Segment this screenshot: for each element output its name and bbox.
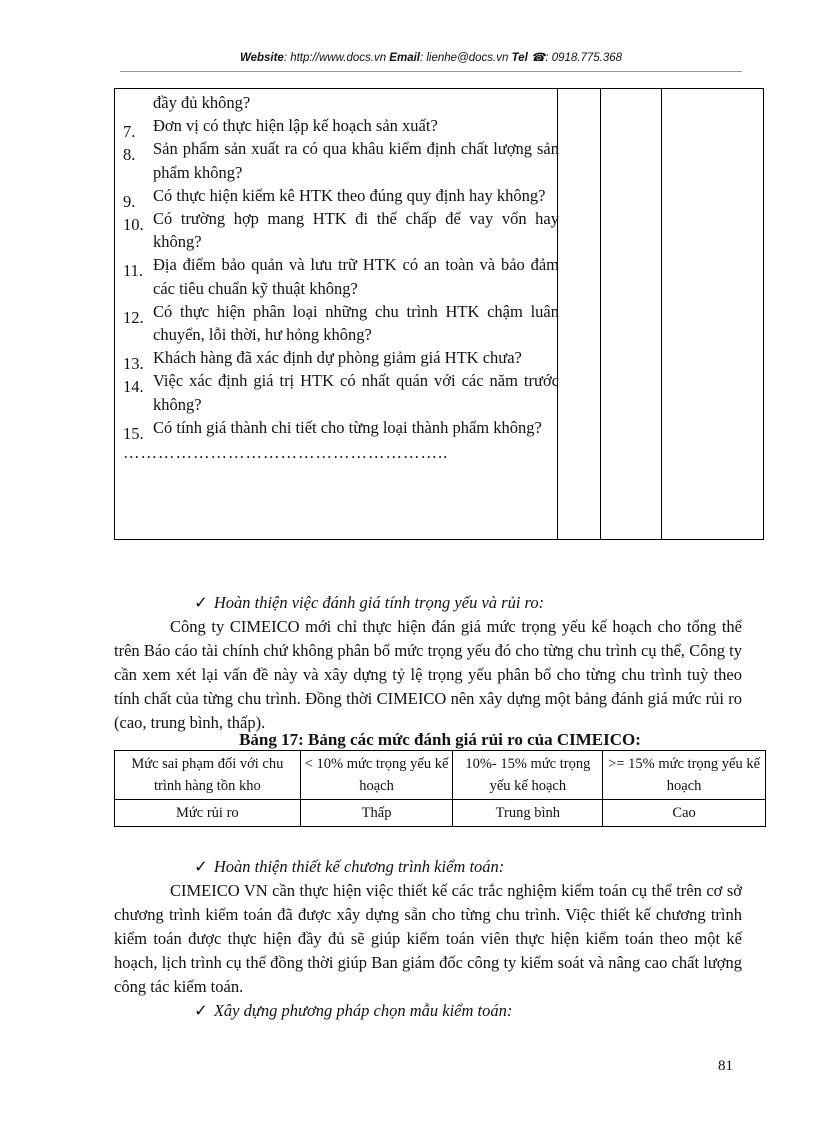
table-cell: < 10% mức trọng yếu kế hoạch xyxy=(300,751,453,800)
section-paragraph: Công ty CIMEICO mới chỉ thực hiện đán giá mức trọng yếu kế hoạch cho tổng thể trên Báo cáo tài chính chứ không phân bổ mức trọng yếu đó cho từng chu trình cụ thể, Công ty cần xem xét lại vấn đề này và xây dựng tỷ lệ trọng yếu phân bổ cho từng chu trình tuỳ theo tính chất của từng chu trình. Đồng thời CIMEICO nên xây dựng một bảng đánh giá mức rủi ro (cao, trung bình, thấp). xyxy=(114,617,742,732)
risk-level-table xyxy=(114,750,766,827)
table-cell: Trung bình xyxy=(453,800,603,827)
checklist-item: 7. Đơn vị có thực hiện lập kế hoạch sản xuất? xyxy=(123,116,438,142)
table-header-row xyxy=(115,751,766,800)
tel-value: : 0918.775.368 xyxy=(545,52,623,64)
checklist-continuation: đầy đủ không? xyxy=(153,93,251,112)
checkmark-icon: ✓ xyxy=(194,1001,208,1020)
checklist-item: 14. Việc xác định giá trị HTK có nhất quán với các năm trước không? xyxy=(123,371,559,414)
page-header xyxy=(120,50,742,64)
page-number: 81 xyxy=(718,1058,733,1074)
table-row xyxy=(115,800,766,827)
phone-icon: ☎ xyxy=(530,52,546,64)
checklist-table xyxy=(114,88,764,540)
checkmark-icon: ✓ xyxy=(194,593,208,612)
table-cell: Thấp xyxy=(300,800,453,827)
checklist-item: 8. Sản phẩm sản xuất ra có qua khâu kiểm định chất lượng sản phẩm không? xyxy=(123,139,559,182)
table-caption: Bảng 17: Bảng các mức đánh giá rủi ro của CIMEICO: xyxy=(239,730,641,749)
email-value[interactable]: : lienhe@docs.vn xyxy=(419,52,509,64)
checklist-item: 13. Khách hàng đã xác định dự phòng giảm giá HTK chưa? xyxy=(123,348,522,374)
checklist-item: 10. Có trường hợp mang HTK đi thế chấp để vay vốn hay không? xyxy=(123,209,559,252)
checklist-column-divider xyxy=(661,89,662,539)
section-heading: ✓ Hoàn thiện thiết kế chương trình kiểm toán: xyxy=(194,857,505,876)
section-risk-assessment xyxy=(114,591,742,735)
table-cell: 10%- 15% mức trọng yếu kế hoạch xyxy=(453,751,603,800)
checklist-item: 12. Có thực hiện phân loại những chu trình HTK chậm luân chuyển, lỗi thời, hư hỏng không? xyxy=(123,301,559,345)
email-label: Email xyxy=(389,52,420,64)
checklist-item: 11. Địa điểm bảo quản và lưu trữ HTK có an toàn và bảo đảm các tiêu chuẩn kỹ thuật không? xyxy=(123,255,559,298)
table-cell: Mức rủi ro xyxy=(115,800,301,827)
table-cell: Cao xyxy=(603,800,766,827)
checklist-item: 9. Có thực hiện kiểm kê HTK theo đúng quy định hay không? xyxy=(123,185,546,211)
website-label: Website xyxy=(239,52,284,64)
website-value[interactable]: : http://www.docs.vn xyxy=(283,52,387,64)
checklist-questions xyxy=(123,91,559,464)
table-cell: >= 15% mức trọng yếu kế hoạch xyxy=(603,751,766,800)
checkmark-icon: ✓ xyxy=(194,857,208,876)
section-audit-program xyxy=(114,855,742,1023)
tel-label: Tel xyxy=(511,52,528,64)
section-heading: ✓ Xây dựng phương pháp chọn mẫu kiểm toán: xyxy=(194,1001,513,1020)
header-divider xyxy=(120,71,742,72)
table-cell: Mức sai phạm đối với chu trình hàng tồn kho xyxy=(115,751,301,800)
checklist-item: 15. Có tính giá thành chi tiết cho từng loại thành phẩm không? xyxy=(123,417,542,443)
checklist-column-divider xyxy=(600,89,601,539)
section-heading: ✓ Hoàn thiện việc đánh giá tính trọng yếu và rủi ro: xyxy=(194,593,545,612)
checklist-ellipsis: ……………………………………………….. xyxy=(123,443,449,463)
section-paragraph: CIMEICO VN cần thực hiện việc thiết kế các trắc nghiệm kiểm toán cụ thể trên cơ sở chương trình kiểm toán đã được xây dựng sẵn cho từng chu trình. Việc thiết kế chương trình kiểm toán được thực hiện đầy đủ sẽ giúp kiểm toán viên thực hiện kiểm toán theo một kế hoạch, lịch trình cụ thể đồng thời giúp Ban giám đốc công ty kiểm soát và nâng cao chất lượng công tác kiểm toán. xyxy=(114,881,742,996)
